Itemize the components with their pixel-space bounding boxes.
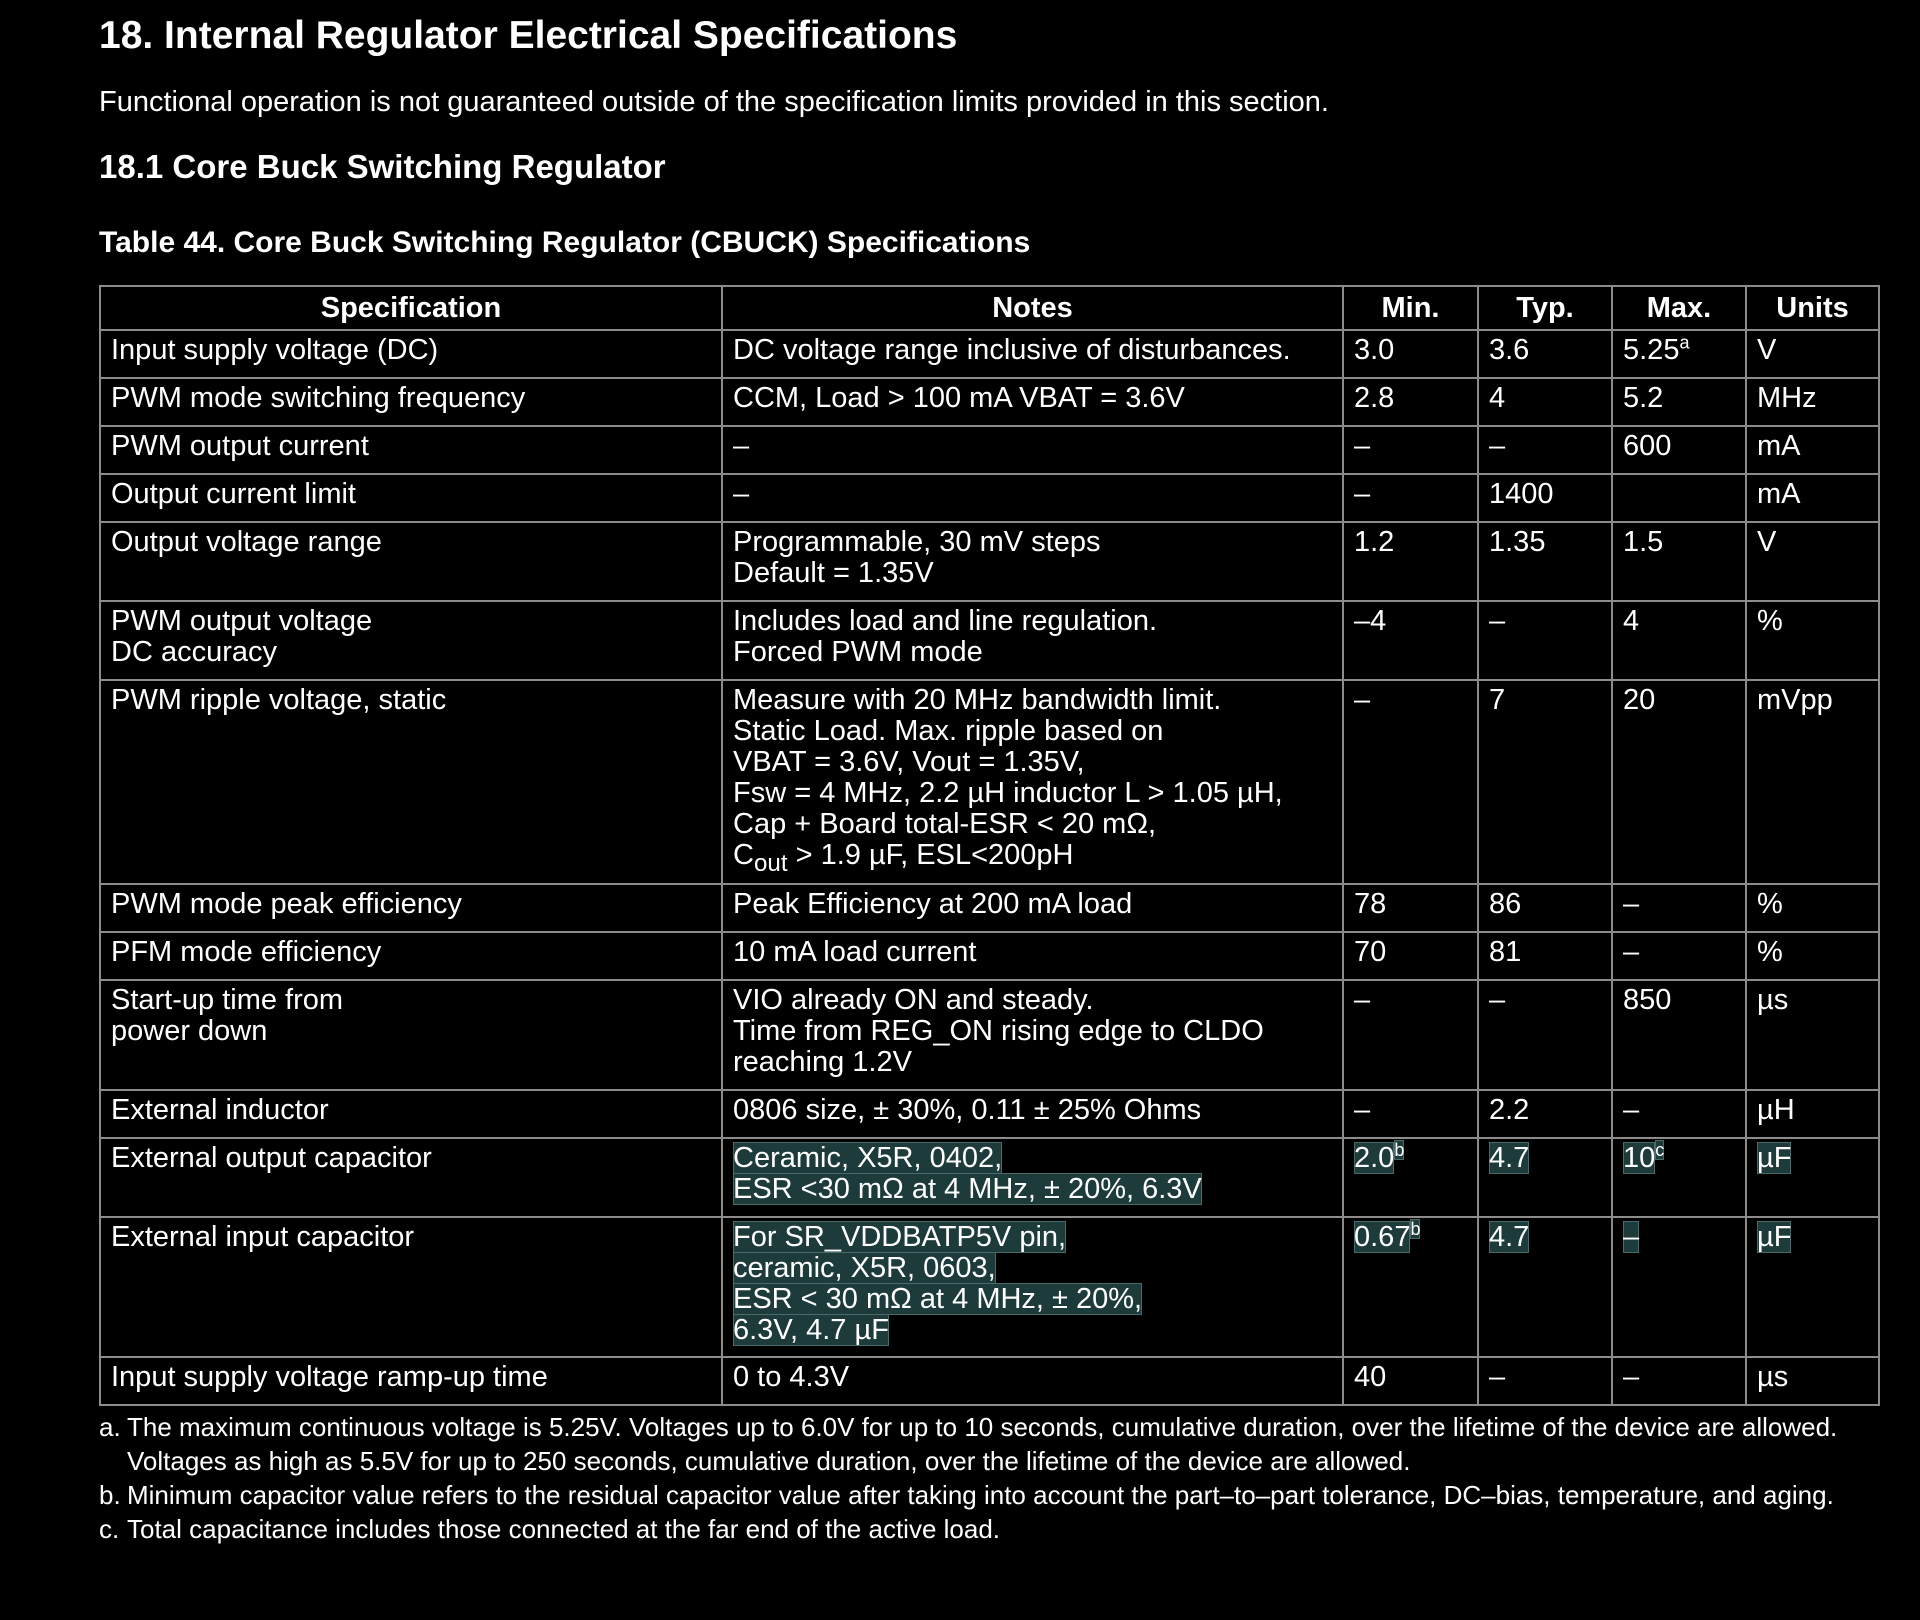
- cell-typ: [1478, 1090, 1612, 1138]
- units-value: µF: [1757, 1220, 1792, 1253]
- notes-text: DC voltage range inclusive of disturbances.: [733, 334, 1291, 366]
- footnote-reference: a: [1679, 332, 1690, 353]
- cell-typ: [1478, 932, 1612, 980]
- cell-min: [1343, 330, 1478, 378]
- cell-min: [1343, 932, 1478, 980]
- notes-cout-spec: > 1.9 µF, ESL<200pH: [787, 839, 1074, 871]
- column-header-typ: Typ.: [1478, 286, 1612, 330]
- cell-notes: [722, 330, 1343, 378]
- table-row: [100, 474, 1879, 522]
- max-value: –: [1623, 1220, 1640, 1253]
- spec-table: [99, 285, 1880, 1406]
- footnote-label: a.: [99, 1412, 121, 1442]
- cell-units: [1746, 1090, 1879, 1138]
- cell-min: [1343, 980, 1478, 1090]
- table-row: [100, 378, 1879, 426]
- cell-specification: External input capacitor: [100, 1217, 722, 1357]
- cell-specification: PWM output current: [100, 426, 722, 474]
- cell-notes: [722, 1090, 1343, 1138]
- table-row: [100, 522, 1879, 601]
- min-value: –4: [1354, 605, 1387, 637]
- cell-max: [1612, 330, 1746, 378]
- cell-min: [1343, 1090, 1478, 1138]
- cell-max: [1612, 426, 1746, 474]
- cell-specification: PWM ripple voltage, static: [100, 680, 722, 884]
- table-row: [100, 980, 1879, 1090]
- notes-text: Measure with 20 MHz bandwidth limit. Static Load. Max. ripple based on VBAT = 3.6V, Vout = 1.35V, Fsw = 4 MHz, 2.2 µH inductor L > 1.05 µH, Cap + Board total-ESR < 20 mΩ,: [733, 684, 1283, 840]
- header-row: [100, 286, 1879, 330]
- notes-text: –: [733, 478, 750, 510]
- table-row: [100, 1138, 1879, 1217]
- cell-notes: [722, 1138, 1343, 1217]
- cell-typ: [1478, 378, 1612, 426]
- cell-max: [1612, 680, 1746, 884]
- footnote: [99, 1512, 1879, 1546]
- footnote-label: b.: [99, 1480, 121, 1510]
- cell-specification: PFM mode efficiency: [100, 932, 722, 980]
- units-value: %: [1757, 605, 1783, 637]
- typ-value: 2.2: [1489, 1093, 1530, 1126]
- units-value: mA: [1757, 478, 1801, 510]
- cell-units: [1746, 1217, 1879, 1357]
- typ-value: 81: [1489, 935, 1522, 968]
- cell-notes: [722, 601, 1343, 680]
- max-value: –: [1623, 935, 1640, 968]
- column-header-min: Min.: [1343, 286, 1478, 330]
- cell-units: [1746, 884, 1879, 932]
- max-value: 850: [1623, 983, 1672, 1016]
- notes-text: VIO already ON and steady. Time from REG_ON rising edge to CLDO reaching 1.2V: [733, 983, 1264, 1078]
- cell-typ: [1478, 1357, 1612, 1405]
- cell-units: [1746, 1138, 1879, 1217]
- min-value: –: [1354, 983, 1371, 1016]
- cell-units: [1746, 330, 1879, 378]
- units-value: µH: [1757, 1093, 1795, 1126]
- notes-text: Programmable, 30 mV steps Default = 1.35V: [733, 526, 1101, 589]
- typ-value: 1400: [1489, 478, 1554, 510]
- cell-units: [1746, 980, 1879, 1090]
- units-value: µs: [1757, 1360, 1789, 1393]
- units-value: V: [1757, 526, 1777, 558]
- notes-text: 0806 size, ± 30%, 0.11 ± 25% Ohms: [733, 1093, 1202, 1126]
- cell-specification: Start-up time from power down: [100, 980, 722, 1090]
- units-value: MHz: [1757, 382, 1817, 414]
- max-value: 20: [1623, 684, 1656, 716]
- footnote-reference: b: [1394, 1140, 1405, 1161]
- max-value: 5.2: [1623, 382, 1664, 414]
- cell-notes: [722, 474, 1343, 522]
- cell-min: [1343, 474, 1478, 522]
- table-caption: Table 44. Core Buck Switching Regulator (CBUCK) Specifications: [99, 226, 1031, 259]
- min-value: 40: [1354, 1360, 1387, 1393]
- cell-specification: Output voltage range: [100, 522, 722, 601]
- units-value: %: [1757, 935, 1783, 968]
- min-value: 1.2: [1354, 526, 1395, 558]
- table-row: [100, 932, 1879, 980]
- cell-max: [1612, 522, 1746, 601]
- cell-max: [1612, 1138, 1746, 1217]
- min-value: 2.8: [1354, 382, 1395, 414]
- min-value: 0.67: [1354, 1220, 1411, 1253]
- cell-max: [1612, 474, 1746, 522]
- column-header-units: Units: [1746, 286, 1879, 330]
- intro-paragraph: Functional operation is not guaranteed outside of the specification limits provided in this section.: [99, 86, 1329, 118]
- max-value: 10: [1623, 1141, 1656, 1174]
- units-value: µF: [1757, 1141, 1792, 1174]
- cell-specification: External output capacitor: [100, 1138, 722, 1217]
- min-value: –: [1354, 430, 1371, 462]
- table-row: [100, 1217, 1879, 1357]
- cell-notes: [722, 932, 1343, 980]
- cell-units: [1746, 426, 1879, 474]
- notes-cout-subscript: out: [753, 849, 788, 877]
- units-value: mA: [1757, 430, 1801, 462]
- min-value: –: [1354, 1093, 1371, 1126]
- typ-value: –: [1489, 430, 1506, 462]
- cell-typ: [1478, 522, 1612, 601]
- min-value: 70: [1354, 935, 1387, 968]
- cell-max: [1612, 1357, 1746, 1405]
- typ-value: 4.7: [1489, 1141, 1530, 1174]
- typ-value: –: [1489, 1360, 1506, 1393]
- table-header: [100, 286, 1879, 330]
- cell-typ: [1478, 884, 1612, 932]
- cell-max: [1612, 932, 1746, 980]
- cell-min: [1343, 601, 1478, 680]
- table-row: [100, 1357, 1879, 1405]
- footnote-label: c.: [99, 1514, 120, 1544]
- units-value: %: [1757, 887, 1783, 920]
- notes-text: 10 mA load current: [733, 935, 977, 968]
- table-row: [100, 330, 1879, 378]
- typ-value: 3.6: [1489, 334, 1530, 366]
- cell-units: [1746, 680, 1879, 884]
- column-header-specification: Specification: [100, 286, 722, 330]
- subsection-title: 18.1 Core Buck Switching Regulator: [99, 148, 666, 185]
- cell-max: [1612, 884, 1746, 932]
- units-value: mVpp: [1757, 684, 1833, 716]
- typ-value: 1.35: [1489, 526, 1546, 558]
- cell-max: [1612, 1090, 1746, 1138]
- notes-cout-symbol: C: [733, 839, 754, 871]
- table-row: [100, 426, 1879, 474]
- cell-typ: [1478, 474, 1612, 522]
- cell-specification: PWM mode switching frequency: [100, 378, 722, 426]
- typ-value: 4.7: [1489, 1220, 1530, 1253]
- cell-units: [1746, 474, 1879, 522]
- cell-min: [1343, 378, 1478, 426]
- cell-typ: [1478, 601, 1612, 680]
- notes-text: CCM, Load > 100 mA VBAT = 3.6V: [733, 382, 1185, 414]
- typ-value: 86: [1489, 887, 1522, 920]
- cell-min: [1343, 1357, 1478, 1405]
- notes-text: Includes load and line regulation. Forced PWM mode: [733, 605, 1158, 668]
- cell-min: [1343, 680, 1478, 884]
- cell-min: [1343, 884, 1478, 932]
- max-value: –: [1623, 887, 1640, 920]
- min-value: 78: [1354, 887, 1387, 920]
- typ-value: 7: [1489, 684, 1506, 716]
- footnote-text: Minimum capacitor value refers to the residual capacitor value after taking into account the part–to–part tolerance, DC–bias, temperature, and aging.: [127, 1480, 1834, 1510]
- max-value: 5.25: [1623, 334, 1680, 366]
- footnotes: [99, 1410, 1879, 1546]
- cell-max: [1612, 601, 1746, 680]
- cell-typ: [1478, 330, 1612, 378]
- cell-notes: [722, 1217, 1343, 1357]
- max-value: 600: [1623, 430, 1672, 462]
- notes-text: Peak Efficiency at 200 mA load: [733, 887, 1133, 920]
- cell-units: [1746, 378, 1879, 426]
- max-value: 4: [1623, 605, 1640, 637]
- footnote-reference: c: [1655, 1140, 1665, 1161]
- cell-notes: [722, 1357, 1343, 1405]
- cell-typ: [1478, 680, 1612, 884]
- section-title: 18. Internal Regulator Electrical Specifications: [99, 14, 958, 57]
- table-row: [100, 884, 1879, 932]
- table-body: [100, 330, 1879, 1405]
- cell-min: [1343, 426, 1478, 474]
- footnote: [99, 1410, 1879, 1478]
- cell-typ: [1478, 1217, 1612, 1357]
- notes-text: –: [733, 430, 750, 462]
- cell-notes: [722, 884, 1343, 932]
- cell-notes: [722, 378, 1343, 426]
- cell-specification: PWM output voltage DC accuracy: [100, 601, 722, 680]
- cell-notes: [722, 980, 1343, 1090]
- cell-notes: [722, 426, 1343, 474]
- cell-units: [1746, 1357, 1879, 1405]
- cell-typ: [1478, 426, 1612, 474]
- units-value: V: [1757, 334, 1777, 366]
- notes-text: Ceramic, X5R, 0402, ESR <30 mΩ at 4 MHz, ± 20%, 6.3V: [733, 1141, 1202, 1205]
- cell-specification: Output current limit: [100, 474, 722, 522]
- min-value: –: [1354, 684, 1371, 716]
- typ-value: 4: [1489, 382, 1506, 414]
- typ-value: –: [1489, 605, 1506, 637]
- footnote-reference: b: [1410, 1219, 1421, 1240]
- cell-notes: [722, 680, 1343, 884]
- cell-units: [1746, 522, 1879, 601]
- notes-text: 0 to 4.3V: [733, 1360, 850, 1393]
- cell-specification: PWM mode peak efficiency: [100, 884, 722, 932]
- cell-min: [1343, 1138, 1478, 1217]
- cell-max: [1612, 378, 1746, 426]
- column-header-notes: Notes: [722, 286, 1343, 330]
- table-row: [100, 601, 1879, 680]
- cell-units: [1746, 601, 1879, 680]
- cell-typ: [1478, 1138, 1612, 1217]
- cell-notes: [722, 522, 1343, 601]
- cell-max: [1612, 980, 1746, 1090]
- min-value: 2.0: [1354, 1141, 1395, 1174]
- cell-specification: Input supply voltage ramp-up time: [100, 1357, 722, 1405]
- min-value: –: [1354, 478, 1371, 510]
- cell-specification: Input supply voltage (DC): [100, 330, 722, 378]
- typ-value: –: [1489, 983, 1506, 1016]
- units-value: µs: [1757, 983, 1789, 1016]
- max-value: 1.5: [1623, 526, 1664, 558]
- column-header-max: Max.: [1612, 286, 1746, 330]
- cell-typ: [1478, 980, 1612, 1090]
- cell-min: [1343, 522, 1478, 601]
- cell-specification: External inductor: [100, 1090, 722, 1138]
- cell-min: [1343, 1217, 1478, 1357]
- cell-units: [1746, 932, 1879, 980]
- max-value: –: [1623, 1360, 1640, 1393]
- notes-text: For SR_VDDBATP5V pin, ceramic, X5R, 0603, ESR < 30 mΩ at 4 MHz, ± 20%, 6.3V, 4.7 µF: [733, 1220, 1143, 1346]
- cell-max: [1612, 1217, 1746, 1357]
- footnote-text: The maximum continuous voltage is 5.25V. Voltages up to 6.0V for up to 10 seconds, cumulative duration, over the lifetime of the device are allowed. Voltages as high as 5.5V for up to 250 seconds, cumulative duration, over the lifetime of the device are allowed.: [127, 1412, 1838, 1476]
- table-row: [100, 1090, 1879, 1138]
- table-row: [100, 680, 1879, 884]
- min-value: 3.0: [1354, 334, 1395, 366]
- footnote: [99, 1478, 1879, 1512]
- max-value: –: [1623, 1093, 1640, 1126]
- footnote-text: Total capacitance includes those connected at the far end of the active load.: [127, 1514, 1001, 1544]
